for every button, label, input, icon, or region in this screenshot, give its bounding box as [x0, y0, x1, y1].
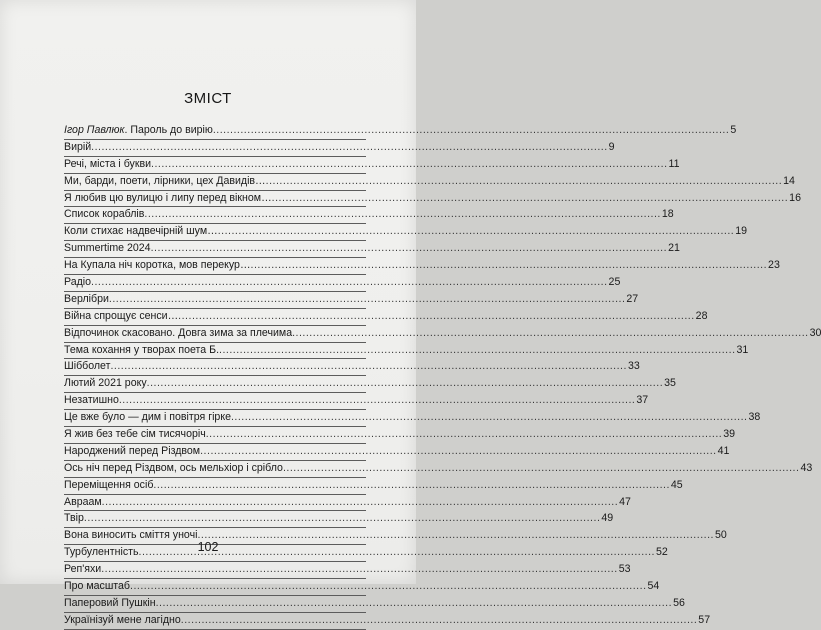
toc-entry: [64, 258, 780, 275]
dot-leader: [178, 309, 695, 325]
toc-entry-page: 56: [673, 596, 685, 609]
toc-entry-page: 54: [647, 580, 660, 593]
toc-entry-page: 35: [664, 377, 676, 390]
toc-entry: [64, 410, 761, 427]
toc-entry-title: [64, 241, 151, 257]
dot-leader: [130, 579, 647, 595]
dot-leader: [84, 511, 601, 527]
toc-entry: [64, 241, 680, 258]
toc-entry-page: 27: [626, 292, 639, 305]
toc-entry-text: Речі, міста і букви: [64, 157, 152, 170]
dot-leader: [219, 343, 736, 359]
toc-entry-title: [64, 376, 147, 392]
toc-entry: [64, 343, 749, 360]
toc-entry-text: Радіо: [64, 276, 92, 289]
dot-leader: [266, 174, 783, 190]
dot-leader: [119, 393, 636, 409]
dot-leader: [251, 258, 768, 274]
toc-entry-text: Це вже було — дим і повітря гірке: [64, 411, 231, 424]
toc-entry-text: Українізуй мене лагідно: [64, 613, 181, 626]
toc-entry-title: [64, 191, 272, 207]
toc-entry: [64, 326, 821, 343]
toc-entry: [64, 174, 795, 191]
toc-entry: [64, 478, 683, 495]
toc-entry-title: [64, 258, 251, 274]
toc-entry-page: 31: [736, 343, 749, 356]
toc-entry: [64, 461, 813, 478]
dot-leader: [283, 461, 800, 477]
toc-entry-text: Шібболет: [64, 360, 111, 373]
dot-leader: [231, 410, 748, 426]
toc-entry-text: Відпочинок скасовано. Довга зима за плечима: [64, 326, 293, 339]
toc-entry-text: Незатишно: [64, 394, 119, 407]
toc-entry-page: 45: [670, 478, 683, 491]
toc-entry-page: 57: [698, 613, 711, 626]
toc-entry-page: 53: [618, 563, 631, 576]
toc-entry-text: Реп'яхи: [64, 563, 102, 576]
toc-entry-page: 21: [668, 242, 680, 255]
dot-leader: [272, 191, 789, 207]
toc-entry-page: 50: [714, 529, 727, 542]
toc-entry-page: 41: [717, 444, 730, 457]
toc-entry-title: [64, 359, 110, 375]
toc-entry: [64, 224, 748, 241]
toc-entry-page: 39: [723, 428, 736, 441]
toc-entry-title: [64, 275, 91, 291]
toc-entry-title: [64, 343, 219, 359]
toc-entry-text: Ми, барди, поети, лірники, цех Давидів…: [64, 174, 266, 187]
toc-entry-page: 23: [768, 259, 780, 272]
toc-entry-text: Список кораблів: [64, 208, 145, 221]
dot-leader: [147, 376, 664, 392]
toc-entry: [64, 579, 660, 596]
dot-leader: [91, 140, 608, 156]
toc-entry: [64, 275, 621, 292]
toc-entry-text: Народжений перед Різдвом: [64, 444, 201, 457]
toc-entry-title: [64, 613, 181, 629]
toc-entry: [64, 393, 649, 410]
toc-entry: [64, 444, 730, 461]
toc-entry-page: 49: [601, 512, 614, 525]
dot-leader: [153, 478, 670, 494]
toc-entry-text: Війна спрощує сенси…: [64, 309, 179, 322]
page-number: 102: [197, 540, 219, 554]
toc-entry-text: Коли стихає надвечірній шум…: [64, 225, 218, 238]
toc-entry-title: [64, 478, 153, 494]
dot-leader: [156, 596, 673, 612]
toc-entry-text: Твір: [64, 512, 84, 525]
toc-entry-text: Переміщення осіб: [64, 478, 154, 491]
toc-entry-text: Я любив цю вулицю і липу перед вікном…: [64, 191, 272, 204]
toc-entry-text: Турбулентність: [64, 546, 139, 559]
dot-leader: [292, 326, 809, 342]
toc-entry-text: Верлібри: [64, 292, 109, 305]
toc-entry: [64, 495, 631, 512]
toc-entry-page: 30: [809, 326, 821, 339]
toc-entry-page: 33: [627, 360, 640, 373]
toc-entry-text: На Купала ніч коротка, мов перекур…: [64, 259, 251, 272]
toc-entry-text: Про масштаб: [64, 580, 131, 593]
toc-entry-title: [64, 157, 151, 173]
toc-entry-title: [64, 427, 206, 443]
toc-entry: [64, 140, 615, 157]
toc-entry-page: 43: [800, 461, 813, 474]
toc-entry-title: [64, 207, 144, 223]
toc-entry-title: [64, 140, 91, 156]
toc-entry-title: [64, 495, 102, 511]
toc-entry-title: [64, 410, 231, 426]
toc-entry-title: [64, 511, 84, 527]
toc-entry-title: [64, 292, 109, 308]
toc-entry-page: 14: [783, 174, 795, 187]
toc-entry-author: Ігор Павлюк: [64, 124, 125, 136]
toc-entry-title: [64, 562, 101, 578]
page-title: ЗМІСТ: [184, 90, 232, 107]
toc-entry: [64, 207, 674, 224]
toc-entry-text: Паперовий Пушкін: [64, 596, 156, 609]
toc-entry-title: [64, 579, 130, 595]
toc-entry-page: 18: [661, 208, 674, 221]
toc-entry-title: [64, 224, 218, 240]
toc-entry-page: 9: [608, 140, 615, 153]
toc-entry: [64, 427, 736, 444]
toc-entry: [64, 309, 708, 326]
toc-entry: [64, 562, 631, 579]
toc-entry: [64, 157, 680, 174]
toc-entry-page: 37: [636, 394, 649, 407]
toc-entry: [64, 613, 711, 630]
dot-leader: [218, 224, 735, 240]
toc-entry-title: [64, 123, 213, 139]
toc-entry: [64, 359, 640, 376]
toc-entry-title: [64, 309, 178, 325]
dot-leader: [213, 123, 730, 139]
dot-leader: [101, 562, 618, 578]
toc-entry-text: Лютий 2021 року: [64, 377, 147, 390]
toc-entry-page: 5: [730, 124, 737, 136]
dot-leader: [200, 444, 717, 460]
dot-leader: [181, 613, 698, 629]
dot-leader: [91, 275, 608, 291]
toc-entry-text: Вирій: [64, 140, 92, 153]
dot-leader: [102, 495, 619, 511]
toc-entry: [64, 191, 801, 208]
toc-entry-title: [64, 326, 292, 342]
toc-entry-page: 47: [619, 495, 631, 508]
toc-entry-title: [64, 461, 283, 477]
toc-entry-page: 52: [656, 546, 668, 559]
toc-entry-page: 25: [608, 276, 621, 289]
toc-entry-title: [64, 444, 200, 460]
toc-entry-text: . Пароль до вирію: [124, 124, 213, 136]
toc-entry-text: Тема кохання у творах поета Б.: [64, 343, 220, 356]
toc-entry: [64, 123, 737, 140]
toc-entry-title: [64, 393, 119, 409]
dot-leader: [109, 292, 626, 308]
toc-entry-text: Я жив без тебе сім тисячоріч: [64, 428, 206, 441]
dot-leader: [144, 207, 661, 223]
toc-entry-text: Summertime 2024: [64, 242, 151, 255]
toc-entry-text: Вона виносить сміття уночі: [64, 529, 198, 542]
toc-entry-title: [64, 174, 266, 190]
toc-entry: [64, 511, 614, 528]
toc-entry-page: 28: [695, 309, 708, 322]
toc-entry-title: [64, 596, 156, 612]
dot-leader: [206, 427, 723, 443]
toc-entry-text: Авраам: [64, 495, 102, 508]
toc-entry: [64, 596, 685, 613]
dot-leader: [110, 359, 627, 375]
toc-entry: [64, 376, 676, 393]
toc-entry-page: 11: [668, 157, 680, 170]
dot-leader: [151, 157, 668, 173]
toc-entry-page: 38: [748, 411, 761, 424]
toc-entry-text: Ось ніч перед Різдвом, ось мельхіор і срібло: [64, 461, 283, 474]
dot-leader: [151, 241, 668, 257]
toc-entry: [64, 292, 639, 309]
toc-entry-page: 19: [735, 225, 748, 238]
toc-entry-page: 16: [789, 191, 801, 204]
